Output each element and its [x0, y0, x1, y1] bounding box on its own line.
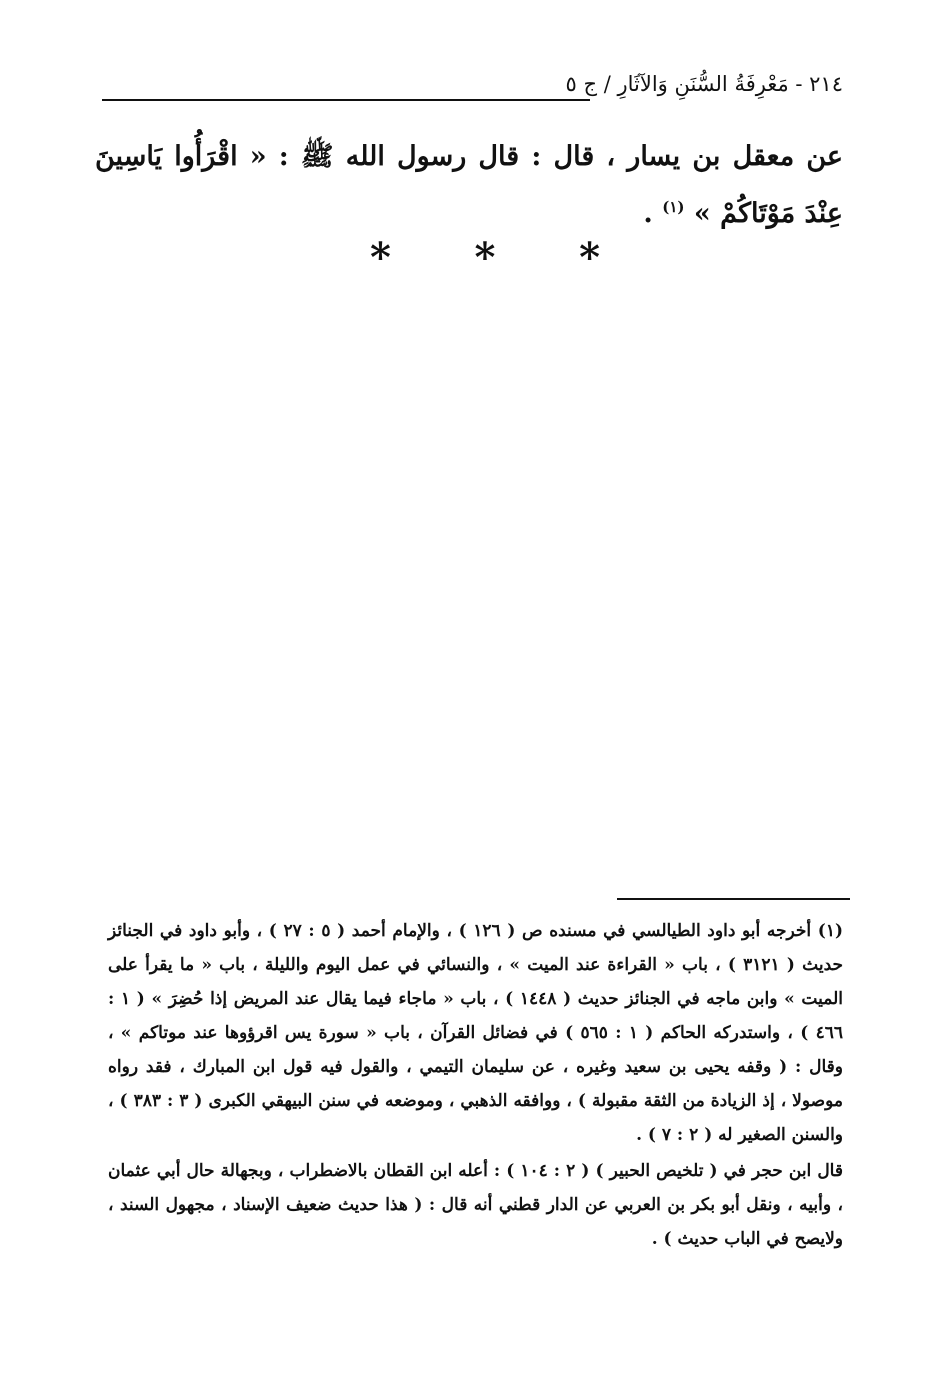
header-rule	[102, 99, 590, 101]
footnote-rule	[617, 898, 850, 900]
separator-star: *	[579, 234, 600, 281]
separator-star: *	[370, 234, 391, 281]
footnotes	[108, 914, 843, 1256]
footnote-paragraph: قال ابن حجر في ( تلخيص الحبير ) ( ٢ : ١٠٤ ) : أعله ابن القطان بالاضطراب ، وبجهالة حال أبي عثمان ، وأبيه ، ونقل أبو بكر بن العربي عن الدار قطني أنه قال : ( هذا حديث ضعيف الإسناد ، مجهول السند ، ولايصح في الباب حديث ) .	[108, 1161, 843, 1249]
footnote-paragraph: (١) أخرجه أبو داود الطيالسي في مسنده ص ( ١٢٦ ) ، والإمام أحمد ( ٥ : ٢٧ ) ، وأبو داود في الجنائز حديث ( ٣١٢١ ) ، باب « القراءة عند الميت » ، والنسائي في عمل اليوم والليلة ، باب « ما يقرأ على الميت » وابن ماجه في الجنائز حديث ( ١٤٤٨ ) ، باب « ماجاء فيما يقال عند المريض إذا حُضِرَ » ( ١ : ٤٦٦ ) ، واستدركه الحاكم ( ١ : ٥٦٥ ) في فضائل القرآن ، باب « سورة يس اقرؤوها عند موتاكم » ، وقال : ( وقفه يحيى بن سعيد وغيره ، عن سليمان التيمي ، والقول فيه قول ابن المبارك ، فقد رواه موصولا ، إذ الزيادة من الثقة مقبولة ) ، ووافقه الذهبي ، وموضعه في سنن البيهقي الكبرى ( ٣ : ٣٨٣ ) ، والسنن الصغير له ( ٢ : ٧ ) .	[108, 921, 844, 1145]
section-separator	[370, 234, 600, 281]
running-header: ٢١٤ - مَعْرِفَةُ السُّنَنِ وَالآثَارِ / ج ٥	[565, 72, 843, 96]
footnote-reference: (١)	[662, 198, 685, 216]
separator-star: *	[474, 234, 496, 281]
hadith-text-end: .	[643, 198, 663, 229]
hadith-text: عن معقل بن يسار ، قال : قال رسول الله ﷺ : « اقْرَأُوا يَاسِينَ عِنْدَ مَوْتَاكُمْ »	[95, 141, 843, 229]
main-text	[95, 132, 843, 239]
